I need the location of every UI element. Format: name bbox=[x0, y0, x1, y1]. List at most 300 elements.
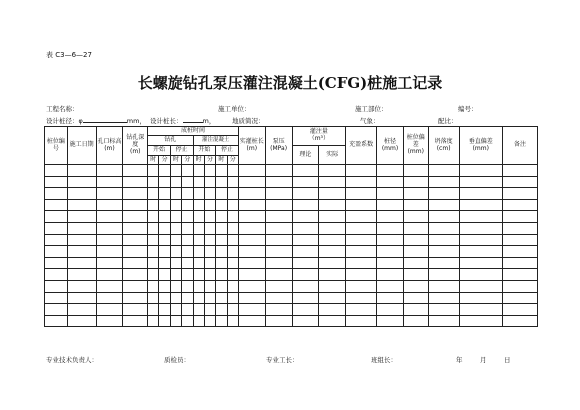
table-cell[interactable] bbox=[67, 304, 96, 316]
table-cell[interactable] bbox=[204, 292, 215, 304]
table-cell[interactable] bbox=[204, 257, 215, 269]
table-cell[interactable] bbox=[193, 211, 204, 223]
table-cell[interactable] bbox=[182, 246, 193, 258]
table-cell[interactable] bbox=[265, 280, 292, 292]
table-cell[interactable] bbox=[346, 292, 377, 304]
table-cell[interactable] bbox=[459, 280, 502, 292]
table-cell[interactable] bbox=[182, 315, 193, 327]
table-cell[interactable] bbox=[45, 222, 68, 234]
table-cell[interactable] bbox=[238, 165, 265, 177]
table-cell[interactable] bbox=[67, 280, 96, 292]
table-cell[interactable] bbox=[292, 292, 319, 304]
table-cell[interactable] bbox=[170, 222, 181, 234]
table-cell[interactable] bbox=[346, 246, 377, 258]
table-cell[interactable] bbox=[346, 257, 377, 269]
table-cell[interactable] bbox=[377, 292, 404, 304]
table-cell[interactable] bbox=[502, 304, 537, 316]
table-cell[interactable] bbox=[428, 222, 459, 234]
table-cell[interactable] bbox=[403, 280, 428, 292]
table-cell[interactable] bbox=[45, 246, 68, 258]
table-cell[interactable] bbox=[45, 211, 68, 223]
table-cell[interactable] bbox=[319, 211, 346, 223]
table-cell[interactable] bbox=[148, 234, 159, 246]
table-cell[interactable] bbox=[403, 165, 428, 177]
table-cell[interactable] bbox=[238, 280, 265, 292]
table-cell[interactable] bbox=[148, 199, 159, 211]
table-cell[interactable] bbox=[227, 176, 238, 188]
table-cell[interactable] bbox=[265, 222, 292, 234]
table-cell[interactable] bbox=[265, 304, 292, 316]
table-cell[interactable] bbox=[45, 304, 68, 316]
table-cell[interactable] bbox=[265, 188, 292, 200]
table-cell[interactable] bbox=[45, 176, 68, 188]
table-cell[interactable] bbox=[428, 176, 459, 188]
table-cell[interactable] bbox=[193, 234, 204, 246]
table-cell[interactable] bbox=[204, 211, 215, 223]
table-cell[interactable] bbox=[346, 280, 377, 292]
table-cell[interactable] bbox=[170, 269, 181, 281]
table-cell[interactable] bbox=[319, 292, 346, 304]
table-cell[interactable] bbox=[182, 222, 193, 234]
table-cell[interactable] bbox=[182, 257, 193, 269]
table-cell[interactable] bbox=[346, 304, 377, 316]
table-cell[interactable] bbox=[148, 222, 159, 234]
table-cell[interactable] bbox=[502, 199, 537, 211]
table-cell[interactable] bbox=[96, 292, 123, 304]
table-cell[interactable] bbox=[319, 176, 346, 188]
table-cell[interactable] bbox=[428, 280, 459, 292]
table-cell[interactable] bbox=[319, 165, 346, 177]
table-cell[interactable] bbox=[292, 269, 319, 281]
table-cell[interactable] bbox=[227, 292, 238, 304]
table-cell[interactable] bbox=[403, 234, 428, 246]
table-cell[interactable] bbox=[377, 315, 404, 327]
table-cell[interactable] bbox=[502, 292, 537, 304]
table-cell[interactable] bbox=[148, 246, 159, 258]
table-cell[interactable] bbox=[170, 165, 181, 177]
table-cell[interactable] bbox=[182, 176, 193, 188]
table-cell[interactable] bbox=[216, 211, 227, 223]
table-cell[interactable] bbox=[159, 304, 170, 316]
table-cell[interactable] bbox=[216, 165, 227, 177]
table-cell[interactable] bbox=[459, 199, 502, 211]
table-cell[interactable] bbox=[292, 211, 319, 223]
table-cell[interactable] bbox=[159, 188, 170, 200]
table-cell[interactable] bbox=[159, 165, 170, 177]
table-cell[interactable] bbox=[170, 199, 181, 211]
table-cell[interactable] bbox=[204, 246, 215, 258]
table-cell[interactable] bbox=[428, 199, 459, 211]
table-cell[interactable] bbox=[182, 269, 193, 281]
table-cell[interactable] bbox=[170, 234, 181, 246]
table-cell[interactable] bbox=[227, 280, 238, 292]
table-cell[interactable] bbox=[227, 304, 238, 316]
table-cell[interactable] bbox=[123, 269, 148, 281]
table-cell[interactable] bbox=[265, 269, 292, 281]
table-cell[interactable] bbox=[502, 188, 537, 200]
table-cell[interactable] bbox=[182, 199, 193, 211]
table-cell[interactable] bbox=[45, 269, 68, 281]
table-cell[interactable] bbox=[159, 246, 170, 258]
table-cell[interactable] bbox=[159, 269, 170, 281]
table-cell[interactable] bbox=[148, 304, 159, 316]
table-cell[interactable] bbox=[346, 199, 377, 211]
table-cell[interactable] bbox=[319, 222, 346, 234]
table-cell[interactable] bbox=[159, 234, 170, 246]
table-cell[interactable] bbox=[96, 176, 123, 188]
table-cell[interactable] bbox=[227, 165, 238, 177]
table-cell[interactable] bbox=[159, 280, 170, 292]
table-cell[interactable] bbox=[238, 222, 265, 234]
table-cell[interactable] bbox=[292, 280, 319, 292]
table-cell[interactable] bbox=[67, 165, 96, 177]
table-cell[interactable] bbox=[148, 280, 159, 292]
table-cell[interactable] bbox=[216, 257, 227, 269]
table-cell[interactable] bbox=[459, 211, 502, 223]
table-cell[interactable] bbox=[96, 234, 123, 246]
table-cell[interactable] bbox=[502, 269, 537, 281]
table-cell[interactable] bbox=[148, 269, 159, 281]
table-cell[interactable] bbox=[45, 165, 68, 177]
table-cell[interactable] bbox=[459, 222, 502, 234]
table-cell[interactable] bbox=[428, 165, 459, 177]
table-cell[interactable] bbox=[459, 176, 502, 188]
table-cell[interactable] bbox=[123, 234, 148, 246]
table-cell[interactable] bbox=[428, 315, 459, 327]
table-cell[interactable] bbox=[238, 199, 265, 211]
table-cell[interactable] bbox=[182, 211, 193, 223]
table-cell[interactable] bbox=[67, 315, 96, 327]
table-cell[interactable] bbox=[159, 211, 170, 223]
table-cell[interactable] bbox=[459, 165, 502, 177]
table-cell[interactable] bbox=[459, 257, 502, 269]
table-cell[interactable] bbox=[216, 292, 227, 304]
table-cell[interactable] bbox=[45, 292, 68, 304]
table-cell[interactable] bbox=[148, 257, 159, 269]
table-cell[interactable] bbox=[265, 211, 292, 223]
table-cell[interactable] bbox=[193, 165, 204, 177]
table-cell[interactable] bbox=[170, 315, 181, 327]
table-cell[interactable] bbox=[193, 222, 204, 234]
table-cell[interactable] bbox=[193, 280, 204, 292]
table-cell[interactable] bbox=[319, 234, 346, 246]
table-cell[interactable] bbox=[182, 304, 193, 316]
table-cell[interactable] bbox=[377, 165, 404, 177]
table-cell[interactable] bbox=[204, 280, 215, 292]
table-cell[interactable] bbox=[319, 304, 346, 316]
table-cell[interactable] bbox=[182, 165, 193, 177]
table-cell[interactable] bbox=[170, 292, 181, 304]
table-cell[interactable] bbox=[319, 315, 346, 327]
table-cell[interactable] bbox=[193, 199, 204, 211]
table-cell[interactable] bbox=[159, 176, 170, 188]
table-cell[interactable] bbox=[346, 165, 377, 177]
table-cell[interactable] bbox=[216, 222, 227, 234]
table-cell[interactable] bbox=[123, 257, 148, 269]
table-cell[interactable] bbox=[403, 188, 428, 200]
table-cell[interactable] bbox=[148, 315, 159, 327]
table-cell[interactable] bbox=[67, 176, 96, 188]
table-cell[interactable] bbox=[459, 188, 502, 200]
table-cell[interactable] bbox=[265, 292, 292, 304]
table-cell[interactable] bbox=[123, 304, 148, 316]
table-cell[interactable] bbox=[319, 246, 346, 258]
table-cell[interactable] bbox=[148, 188, 159, 200]
table-cell[interactable] bbox=[159, 315, 170, 327]
table-cell[interactable] bbox=[148, 165, 159, 177]
table-cell[interactable] bbox=[403, 292, 428, 304]
table-cell[interactable] bbox=[265, 165, 292, 177]
table-cell[interactable] bbox=[45, 199, 68, 211]
table-cell[interactable] bbox=[292, 315, 319, 327]
table-cell[interactable] bbox=[292, 176, 319, 188]
table-cell[interactable] bbox=[67, 222, 96, 234]
table-cell[interactable] bbox=[227, 188, 238, 200]
table-cell[interactable] bbox=[403, 315, 428, 327]
table-cell[interactable] bbox=[148, 292, 159, 304]
table-cell[interactable] bbox=[170, 188, 181, 200]
table-cell[interactable] bbox=[67, 199, 96, 211]
table-cell[interactable] bbox=[502, 165, 537, 177]
table-cell[interactable] bbox=[193, 304, 204, 316]
table-cell[interactable] bbox=[292, 222, 319, 234]
table-cell[interactable] bbox=[459, 315, 502, 327]
table-cell[interactable] bbox=[227, 269, 238, 281]
table-cell[interactable] bbox=[96, 315, 123, 327]
table-cell[interactable] bbox=[377, 234, 404, 246]
table-cell[interactable] bbox=[45, 188, 68, 200]
table-cell[interactable] bbox=[227, 211, 238, 223]
table-cell[interactable] bbox=[238, 188, 265, 200]
table-cell[interactable] bbox=[216, 280, 227, 292]
table-cell[interactable] bbox=[96, 222, 123, 234]
table-cell[interactable] bbox=[148, 211, 159, 223]
table-cell[interactable] bbox=[193, 188, 204, 200]
table-cell[interactable] bbox=[96, 257, 123, 269]
table-cell[interactable] bbox=[403, 222, 428, 234]
table-cell[interactable] bbox=[170, 257, 181, 269]
table-cell[interactable] bbox=[459, 304, 502, 316]
table-cell[interactable] bbox=[123, 315, 148, 327]
table-cell[interactable] bbox=[292, 199, 319, 211]
table-cell[interactable] bbox=[292, 165, 319, 177]
table-cell[interactable] bbox=[216, 176, 227, 188]
table-cell[interactable] bbox=[123, 222, 148, 234]
table-cell[interactable] bbox=[403, 211, 428, 223]
table-cell[interactable] bbox=[459, 234, 502, 246]
table-cell[interactable] bbox=[428, 188, 459, 200]
table-cell[interactable] bbox=[227, 199, 238, 211]
table-cell[interactable] bbox=[319, 257, 346, 269]
table-cell[interactable] bbox=[170, 246, 181, 258]
table-cell[interactable] bbox=[148, 176, 159, 188]
table-cell[interactable] bbox=[159, 199, 170, 211]
table-cell[interactable] bbox=[428, 292, 459, 304]
table-cell[interactable] bbox=[238, 292, 265, 304]
table-cell[interactable] bbox=[428, 269, 459, 281]
table-cell[interactable] bbox=[292, 234, 319, 246]
table-cell[interactable] bbox=[292, 304, 319, 316]
table-cell[interactable] bbox=[159, 222, 170, 234]
table-cell[interactable] bbox=[459, 269, 502, 281]
table-cell[interactable] bbox=[227, 234, 238, 246]
table-cell[interactable] bbox=[265, 234, 292, 246]
table-cell[interactable] bbox=[204, 222, 215, 234]
table-cell[interactable] bbox=[159, 292, 170, 304]
table-cell[interactable] bbox=[216, 199, 227, 211]
table-cell[interactable] bbox=[182, 188, 193, 200]
table-cell[interactable] bbox=[238, 257, 265, 269]
table-cell[interactable] bbox=[227, 246, 238, 258]
table-cell[interactable] bbox=[96, 304, 123, 316]
table-cell[interactable] bbox=[193, 176, 204, 188]
table-cell[interactable] bbox=[502, 315, 537, 327]
table-cell[interactable] bbox=[265, 246, 292, 258]
table-cell[interactable] bbox=[170, 304, 181, 316]
table-cell[interactable] bbox=[67, 234, 96, 246]
table-cell[interactable] bbox=[67, 211, 96, 223]
table-cell[interactable] bbox=[45, 234, 68, 246]
table-cell[interactable] bbox=[193, 257, 204, 269]
table-cell[interactable] bbox=[502, 176, 537, 188]
table-cell[interactable] bbox=[238, 234, 265, 246]
table-cell[interactable] bbox=[216, 246, 227, 258]
table-cell[interactable] bbox=[459, 292, 502, 304]
table-cell[interactable] bbox=[346, 188, 377, 200]
table-cell[interactable] bbox=[428, 234, 459, 246]
table-cell[interactable] bbox=[204, 188, 215, 200]
table-cell[interactable] bbox=[204, 315, 215, 327]
table-cell[interactable] bbox=[204, 234, 215, 246]
table-cell[interactable] bbox=[96, 188, 123, 200]
table-cell[interactable] bbox=[204, 176, 215, 188]
table-cell[interactable] bbox=[403, 304, 428, 316]
table-cell[interactable] bbox=[265, 257, 292, 269]
table-cell[interactable] bbox=[377, 222, 404, 234]
table-cell[interactable] bbox=[502, 257, 537, 269]
table-cell[interactable] bbox=[319, 199, 346, 211]
table-cell[interactable] bbox=[377, 246, 404, 258]
table-cell[interactable] bbox=[319, 280, 346, 292]
table-cell[interactable] bbox=[428, 304, 459, 316]
table-cell[interactable] bbox=[193, 315, 204, 327]
table-cell[interactable] bbox=[502, 280, 537, 292]
table-cell[interactable] bbox=[319, 269, 346, 281]
table-cell[interactable] bbox=[204, 199, 215, 211]
table-cell[interactable] bbox=[377, 211, 404, 223]
table-cell[interactable] bbox=[204, 165, 215, 177]
table-cell[interactable] bbox=[216, 188, 227, 200]
table-cell[interactable] bbox=[502, 234, 537, 246]
table-cell[interactable] bbox=[265, 315, 292, 327]
table-cell[interactable] bbox=[346, 234, 377, 246]
table-cell[interactable] bbox=[502, 222, 537, 234]
table-cell[interactable] bbox=[377, 257, 404, 269]
table-cell[interactable] bbox=[403, 246, 428, 258]
table-cell[interactable] bbox=[67, 246, 96, 258]
table-cell[interactable] bbox=[265, 199, 292, 211]
table-cell[interactable] bbox=[96, 199, 123, 211]
table-cell[interactable] bbox=[502, 246, 537, 258]
table-cell[interactable] bbox=[238, 211, 265, 223]
table-cell[interactable] bbox=[227, 222, 238, 234]
table-cell[interactable] bbox=[182, 234, 193, 246]
table-cell[interactable] bbox=[123, 176, 148, 188]
table-cell[interactable] bbox=[170, 211, 181, 223]
table-cell[interactable] bbox=[238, 304, 265, 316]
table-cell[interactable] bbox=[45, 257, 68, 269]
table-cell[interactable] bbox=[67, 292, 96, 304]
table-cell[interactable] bbox=[67, 269, 96, 281]
table-cell[interactable] bbox=[403, 176, 428, 188]
table-cell[interactable] bbox=[428, 257, 459, 269]
table-cell[interactable] bbox=[346, 269, 377, 281]
table-cell[interactable] bbox=[377, 269, 404, 281]
table-cell[interactable] bbox=[123, 280, 148, 292]
table-cell[interactable] bbox=[292, 246, 319, 258]
table-cell[interactable] bbox=[292, 257, 319, 269]
table-cell[interactable] bbox=[123, 188, 148, 200]
table-cell[interactable] bbox=[377, 199, 404, 211]
table-cell[interactable] bbox=[403, 269, 428, 281]
table-cell[interactable] bbox=[377, 280, 404, 292]
table-cell[interactable] bbox=[216, 315, 227, 327]
table-cell[interactable] bbox=[265, 176, 292, 188]
table-cell[interactable] bbox=[45, 280, 68, 292]
table-cell[interactable] bbox=[502, 211, 537, 223]
table-cell[interactable] bbox=[123, 211, 148, 223]
table-cell[interactable] bbox=[182, 292, 193, 304]
table-cell[interactable] bbox=[96, 211, 123, 223]
table-cell[interactable] bbox=[227, 257, 238, 269]
table-cell[interactable] bbox=[123, 246, 148, 258]
table-cell[interactable] bbox=[319, 188, 346, 200]
table-cell[interactable] bbox=[227, 315, 238, 327]
table-cell[interactable] bbox=[182, 280, 193, 292]
table-cell[interactable] bbox=[96, 269, 123, 281]
table-cell[interactable] bbox=[428, 211, 459, 223]
table-cell[interactable] bbox=[377, 176, 404, 188]
table-cell[interactable] bbox=[238, 269, 265, 281]
table-cell[interactable] bbox=[292, 188, 319, 200]
table-cell[interactable] bbox=[123, 199, 148, 211]
table-cell[interactable] bbox=[67, 257, 96, 269]
table-cell[interactable] bbox=[346, 315, 377, 327]
table-cell[interactable] bbox=[238, 315, 265, 327]
table-cell[interactable] bbox=[346, 222, 377, 234]
table-cell[interactable] bbox=[123, 292, 148, 304]
table-cell[interactable] bbox=[428, 246, 459, 258]
table-cell[interactable] bbox=[204, 304, 215, 316]
table-cell[interactable] bbox=[403, 199, 428, 211]
table-cell[interactable] bbox=[96, 165, 123, 177]
table-cell[interactable] bbox=[216, 234, 227, 246]
table-cell[interactable] bbox=[216, 304, 227, 316]
table-cell[interactable] bbox=[216, 269, 227, 281]
table-cell[interactable] bbox=[193, 269, 204, 281]
table-cell[interactable] bbox=[377, 304, 404, 316]
table-cell[interactable] bbox=[204, 269, 215, 281]
table-cell[interactable] bbox=[170, 176, 181, 188]
table-cell[interactable] bbox=[377, 188, 404, 200]
table-cell[interactable] bbox=[238, 246, 265, 258]
table-cell[interactable] bbox=[238, 176, 265, 188]
table-cell[interactable] bbox=[346, 176, 377, 188]
table-cell[interactable] bbox=[459, 246, 502, 258]
table-cell[interactable] bbox=[170, 280, 181, 292]
table-cell[interactable] bbox=[193, 246, 204, 258]
table-cell[interactable] bbox=[45, 315, 68, 327]
